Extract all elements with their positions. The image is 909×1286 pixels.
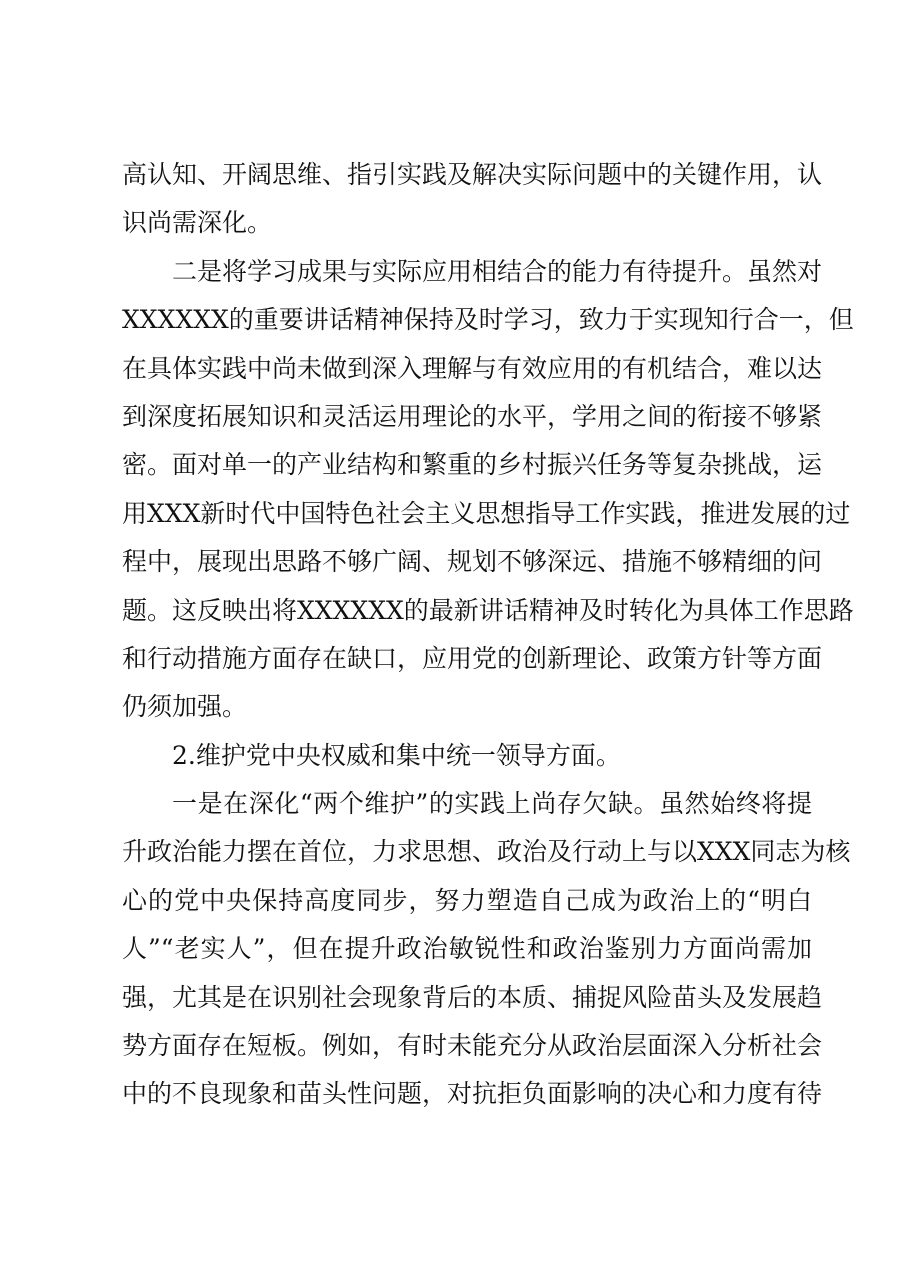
text-line: 在具体实践中尚未做到深入理解与有效应用的有机结合，难以达 (122, 353, 823, 383)
text-line: 到深度拓展知识和灵活运用理论的水平，学用之间的衔接不够紧 (122, 401, 823, 431)
text-line: 程中，展现出思路不够广阔、规划不够深远、措施不够精细的问 (122, 547, 823, 577)
text-line: 势方面存在短板。例如，有时未能充分从政治层面深入分析社会 (122, 1031, 823, 1061)
text-line: 识尚需深化。 (122, 208, 273, 238)
paragraph-start-line: 二是将学习成果与实际应用相结合的能力有待提升。虽然对 (172, 256, 823, 286)
text-line: 心的党中央保持高度同步，努力塑造自己成为政治上的“明白 (122, 885, 812, 915)
text-line: 人”“老实人”，但在提升政治敏锐性和政治鉴别力方面尚需加 (122, 934, 812, 964)
text-line: 高认知、开阔思维、指引实践及解决实际问题中的关键作用，认 (122, 160, 823, 189)
text-line: XXXXXX的重要讲话精神保持及时学习，致力于实现知行合一，但 (122, 305, 854, 335)
text-line: 和行动措施方面存在缺口，应用党的创新理论、政策方针等方面 (122, 643, 823, 673)
text-line: 中的不良现象和苗头性问题，对抗拒负面影响的决心和力度有待 (122, 1079, 823, 1109)
section-heading: 2.维护党中央权威和集中统一领导方面。 (172, 740, 621, 770)
text-line: 升政治能力摆在首位，力求思想、政治及行动上与以XXX同志为核 (122, 837, 851, 867)
document-body (122, 151, 854, 1119)
text-line: 密。面对单一的产业结构和繁重的乡村振兴任务等复杂挑战，运 (122, 450, 823, 480)
text-line: 仍须加强。 (122, 692, 248, 722)
paragraph-start-line: 一是在深化“两个维护”的实践上尚存欠缺。虽然始终将提 (172, 789, 812, 819)
text-line: 用XXX新时代中国特色社会主义思想指导工作实践，推进发展的过 (122, 498, 851, 528)
text-line: 强，尤其是在识别社会现象背后的本质、捕捉风险苗头及发展趋 (122, 982, 823, 1012)
text-line: 题。这反映出将XXXXXX的最新讲话精神及时转化为具体工作思路 (122, 595, 854, 625)
